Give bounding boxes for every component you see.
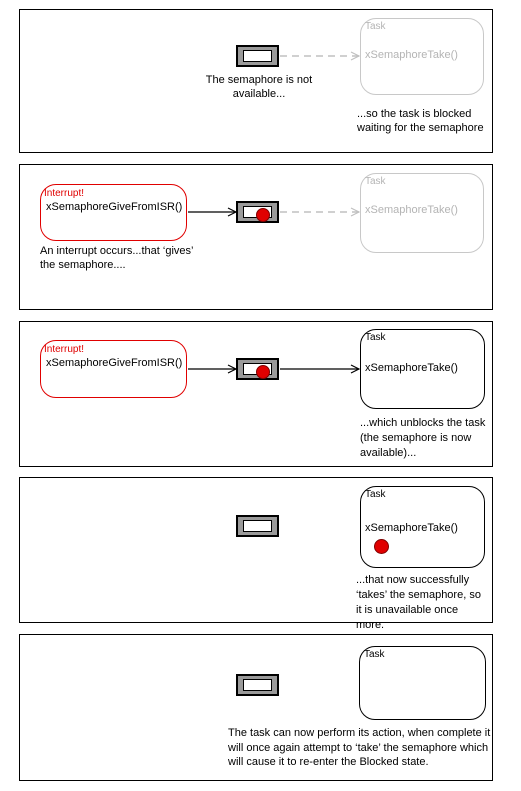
task-call: xSemaphoreTake()	[365, 204, 458, 216]
caption-bottom: The task can now perform its action, when complete it will once again attempt to ‘take’ the semaphore which will cause it to re-enter the Blocked state.	[228, 727, 491, 768]
interrupt-call: xSemaphoreGiveFromISR()	[46, 357, 183, 369]
caption-left: An interrupt occurs...that ‘gives’ the semaphore....	[40, 245, 194, 271]
interrupt-title: Interrupt!	[44, 188, 85, 199]
task-call: xSemaphoreTake()	[365, 522, 458, 534]
task-title: Task	[365, 21, 386, 32]
task-call: xSemaphoreTake()	[365, 49, 458, 61]
task-title: Task	[365, 489, 386, 500]
caption-right: ...that now successfully ‘takes’ the semaphore, so it is unavailable once more.	[356, 574, 481, 631]
task-title: Task	[365, 332, 386, 343]
caption-right: ...which unblocks the task (the semaphore is now available)...	[360, 417, 486, 459]
task-call: xSemaphoreTake()	[365, 362, 458, 374]
interrupt-title: Interrupt!	[44, 344, 85, 355]
caption-right: ...so the task is blocked waiting for the semaphore	[357, 108, 484, 134]
interrupt-call: xSemaphoreGiveFromISR()	[46, 201, 183, 213]
caption-center: The semaphore is not available...	[205, 74, 313, 100]
task-title: Task	[364, 649, 385, 660]
task-title: Task	[365, 176, 386, 187]
